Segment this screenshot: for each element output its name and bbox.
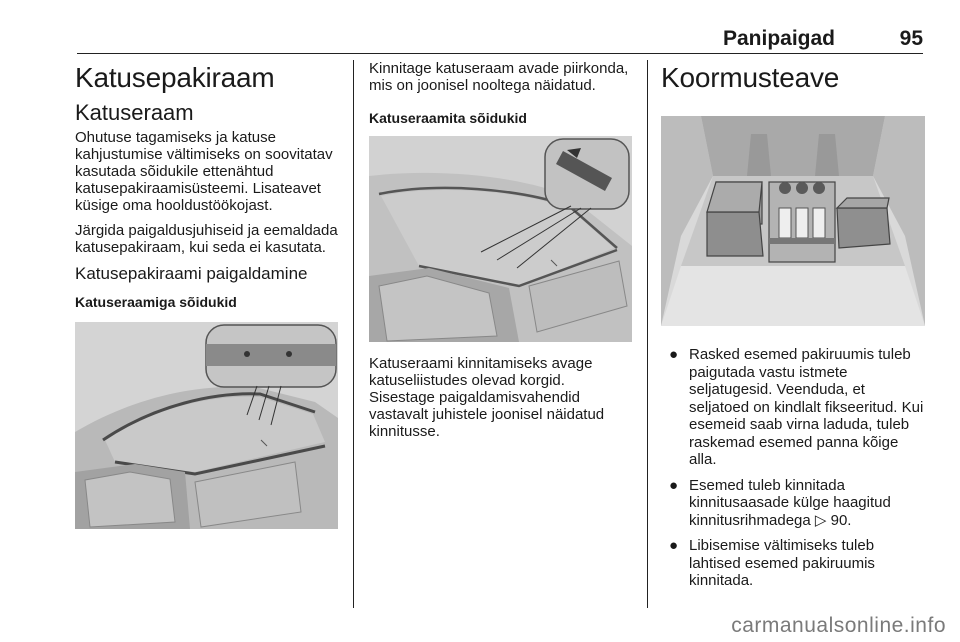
page-number: 95 (899, 27, 923, 50)
paragraph-fasten-rack: Kinnitage katuseraam avade piirkonda, mis on joonisel nooltega näidatud. (369, 60, 629, 94)
paragraph-open-caps: Katuseraami kinnitamiseks avage katuseliistudes olevad korgid. Sisestage paigaldamisvahendid vastavalt juhistele joonisel näidatud kinnitusse. (369, 355, 605, 440)
column-divider-left (353, 60, 354, 608)
watermark-text: carmanualsonline.info (731, 614, 946, 637)
load-info-list (661, 346, 929, 590)
paragraph-roof-rack-intro: Ohutuse tagamiseks ja katuse kahjustumise vältimiseks on soovitatav kasutada sõidukile ettenähtud katusepakiraamisüsteemi. Lisateavet küsige oma hooldustöökojast. (75, 129, 333, 214)
column-right (661, 60, 929, 598)
bullet-symbol: ● (669, 476, 679, 494)
list-item (661, 346, 929, 469)
list-item-text: Esemed tuleb kinnitada kinnitusaasade külge haagitud kinnitusrihmadega ▷ 90. (689, 476, 891, 529)
section-title-roof-rack: Katusepakiraam (75, 62, 275, 93)
figure-cargo-area (661, 116, 925, 326)
section-title-load-info: Koormusteave (661, 62, 840, 93)
column-left (75, 60, 345, 529)
subsection-title-roof-rail: Katuseraam (75, 100, 194, 125)
bullet-symbol: ● (669, 537, 679, 554)
heading-with-roof-rails: Katuseraamiga sõidukid (75, 294, 237, 310)
column-divider-right (647, 60, 648, 608)
subsection-title-install: Katusepakiraami paigaldamine (75, 264, 308, 283)
column-middle (369, 60, 634, 448)
figure-roof-without-rails (369, 136, 632, 342)
page-header-title: Panipaigad (722, 27, 835, 50)
list-item (661, 537, 929, 590)
bullet-symbol: ● (669, 346, 679, 363)
list-item-text: Libisemise vältimiseks tuleb lahtised esemed pakiruumis kinnitada. (689, 537, 875, 589)
heading-without-roof-rails: Katuseraamita sõidukid (369, 110, 527, 126)
header-rule (77, 53, 923, 54)
figure-roof-with-rails (75, 322, 338, 529)
list-item (661, 477, 929, 530)
paragraph-install-remove: Järgida paigaldusjuhiseid ja eemaldada katusepakiraam, kui seda ei kasutata. (75, 222, 338, 256)
list-item-text: Rasked esemed pakiruumis tuleb paigutada vastu istmete seljatugesid. Veenduda, et seljatoed on kindlalt fikseeritud. Kui esemeid saab virna laduda, tuleb raskemad esemed panna kõige alla. (689, 346, 924, 468)
